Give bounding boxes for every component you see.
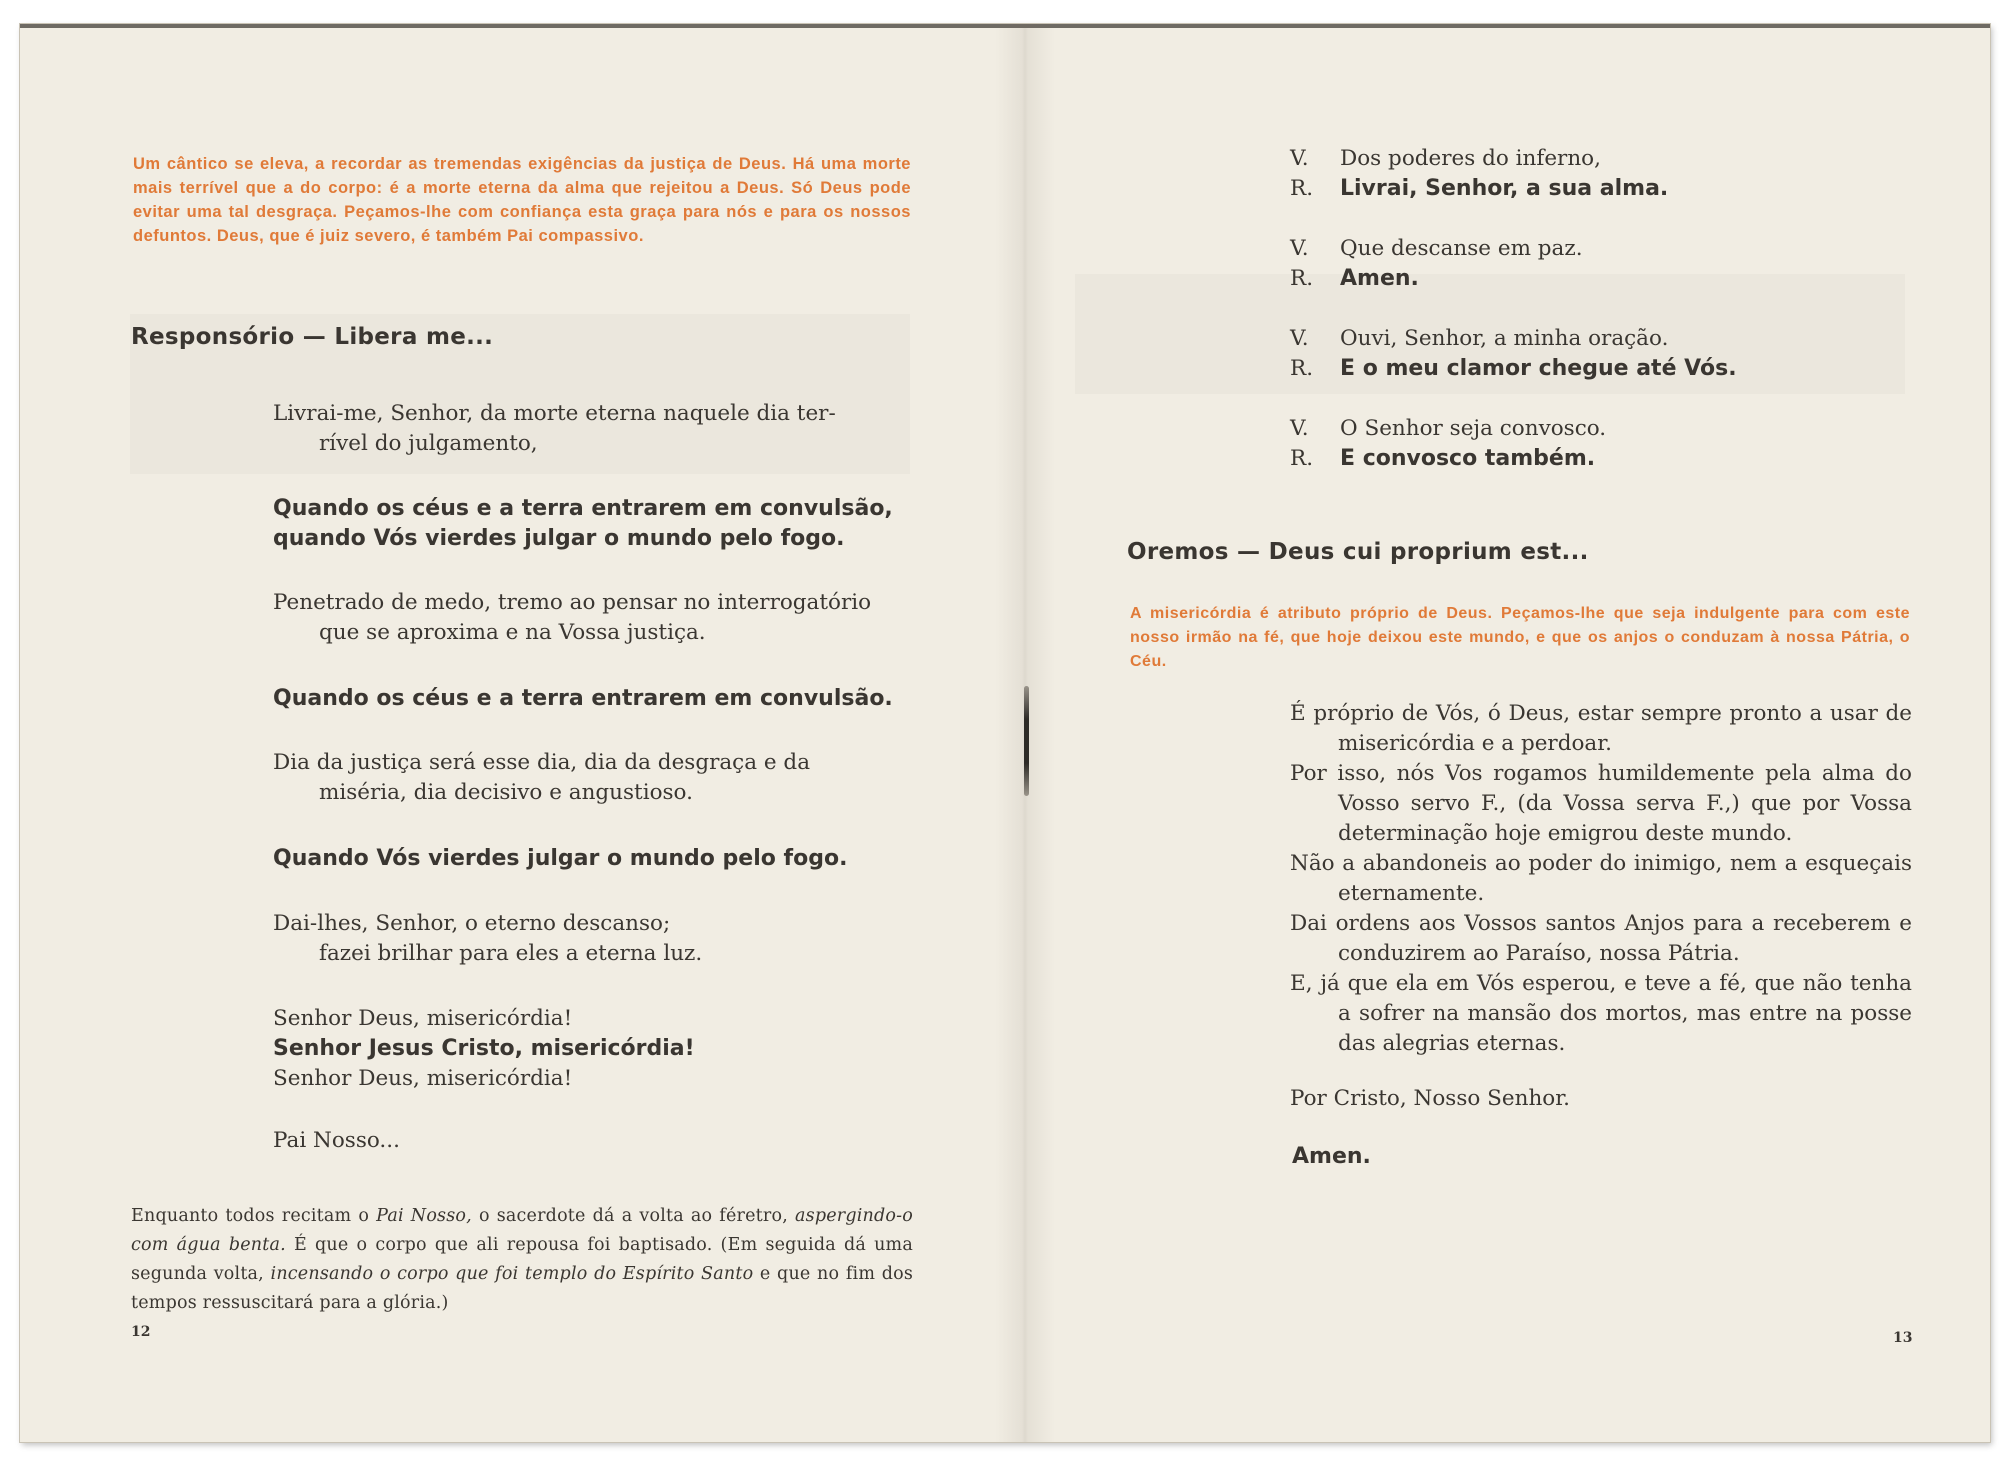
- amen: Amen.: [1292, 1144, 1371, 1169]
- stanza-line: fazei brilhar para eles a eterna luz.: [319, 941, 703, 966]
- stanza-line: Senhor Deus, misericórdia!: [273, 1066, 573, 1091]
- prayer-paragraph: E, já que ela em Vós esperou, e teve a fé, que não tenha a sofrer na mansão dos mortos, mas entre na posse das alegrias eternas.: [1290, 971, 1912, 1056]
- versicle-text: Dos poderes do inferno,: [1340, 146, 1601, 171]
- stanza-line: miséria, dia decisivo e angustioso.: [319, 780, 693, 805]
- prayer-paragraph: Não a abandoneis ao poder do inimigo, nem a esqueçais eternamente.: [1290, 851, 1912, 906]
- response-row: [1290, 354, 1890, 384]
- prayer-paragraph: Dai ordens aos Vossos santos Anjos para a receberem e conduzirem ao Paraíso, nossa Pátria.: [1290, 911, 1912, 966]
- responsory-heading: Responsório — Libera me...: [131, 324, 494, 350]
- open-booklet: [20, 24, 1990, 1442]
- stanza-line: quando Vós vierdes julgar o mundo pelo fogo.: [273, 526, 845, 551]
- response-text: Livrai, Senhor, a sua alma.: [1340, 176, 1669, 201]
- versicle-marker: V.: [1290, 326, 1309, 351]
- stanza-line: Quando os céus e a terra entrarem em convulsão,: [273, 496, 893, 521]
- response-marker: R.: [1290, 266, 1314, 291]
- stanza-3: [273, 588, 923, 648]
- versicles-block: [1290, 144, 1890, 474]
- prayer-block: [1290, 699, 1912, 1059]
- stanza-6: [273, 844, 923, 874]
- closing-formula: Por Cristo, Nosso Senhor.: [1290, 1086, 1570, 1111]
- versicle-row: [1290, 234, 1890, 264]
- stanza-2: [273, 494, 923, 554]
- right-intro-rubric: A misericórdia é atributo próprio de Deus. Peçamos-lhe que seja indulgente para com este nosso irmão na fé, que hoje deixou este mundo, e que os anjos o conduzam à nossa Pátria, o Céu.: [1130, 605, 1910, 670]
- oremos-heading: Oremos — Deus cui proprium est...: [1127, 539, 1589, 565]
- stanza-9: [273, 1126, 400, 1156]
- versicle-text: O Senhor seja convosco.: [1340, 416, 1607, 441]
- versicle-text: Ouvi, Senhor, a minha oração.: [1340, 326, 1669, 351]
- stanza-7: [273, 909, 923, 969]
- versicle-marker: V.: [1290, 236, 1309, 261]
- versicle-row: [1290, 144, 1890, 174]
- response-marker: R.: [1290, 176, 1314, 201]
- left-closing-rubric: [131, 1202, 913, 1318]
- stanza-1: [273, 399, 913, 459]
- prayer-paragraph: É próprio de Vós, ó Deus, estar sempre pronto a usar de misericórdia e a perdoar.: [1290, 701, 1912, 756]
- stanza-8: [273, 1004, 923, 1094]
- response-row: [1290, 444, 1890, 474]
- stanza-4: [273, 684, 923, 714]
- rubric-text: Enquanto todos recitam o: [131, 1206, 377, 1226]
- left-page: [20, 24, 1015, 1442]
- stanza-line: rível do julgamento,: [319, 431, 538, 456]
- versicle-row: [1290, 414, 1890, 444]
- stanza-line: Senhor Jesus Cristo, misericórdia!: [273, 1036, 695, 1061]
- page-number-right: 13: [1893, 1330, 1913, 1346]
- right-page: [1015, 24, 1990, 1442]
- response-marker: R.: [1290, 356, 1314, 381]
- stanza-line: Quando Vós vierdes julgar o mundo pelo fogo.: [273, 846, 848, 871]
- stanza-line: que se aproxima e na Vossa justiça.: [319, 620, 706, 645]
- response-marker: R.: [1290, 446, 1314, 471]
- stanza-line: Senhor Deus, misericórdia!: [273, 1006, 573, 1031]
- left-intro-rubric: Um cântico se eleva, a recordar as tremendas exigências da justiça de Deus. Há uma morte mais terrível que a do corpo: é a morte eterna da alma que rejeitou a Deus. Só Deus pode evitar uma tal desgraça. Peçamos-lhe com confiança esta graça para nós e para os nossos defuntos. Deus, que é juiz severo, é também Pai compassivo.: [133, 155, 911, 245]
- rubric-italic: Pai Nosso,: [376, 1206, 472, 1226]
- response-text: E o meu clamor chegue até Vós.: [1340, 356, 1737, 381]
- response-row: [1290, 174, 1890, 204]
- rubric-italic: incensando o corpo que foi templo do Espírito Santo: [270, 1264, 754, 1284]
- page-number-left: 12: [131, 1324, 151, 1340]
- stanza-line: Quando os céus e a terra entrarem em convulsão.: [273, 686, 893, 711]
- stanza-line: Livrai-me, Senhor, da morte eterna naquele dia ter-: [273, 401, 836, 426]
- response-text: Amen.: [1340, 266, 1419, 291]
- stanza-5: [273, 748, 923, 808]
- stanza-line: Dai-lhes, Senhor, o eterno descanso;: [273, 911, 671, 936]
- versicle-text: Que descanse em paz.: [1340, 236, 1583, 261]
- stanza-line: Pai Nosso...: [273, 1128, 400, 1153]
- rubric-text: É que o corpo que ali repousa foi baptisado. (Em seguida dá uma segunda volta,: [131, 1235, 913, 1284]
- response-row: [1290, 264, 1890, 294]
- rubric-italic: aspergindo-o com água benta.: [131, 1206, 913, 1255]
- rubric-text: o sacerdote dá a volta ao féretro,: [471, 1206, 795, 1226]
- stanza-line: Penetrado de medo, tremo ao pensar no interrogatório: [273, 590, 872, 615]
- prayer-paragraph: Por isso, nós Vos rogamos humildemente pela alma do Vosso servo F., (da Vossa serva F.,) que por Vossa determinação hoje emigrou deste mundo.: [1290, 761, 1912, 846]
- versicle-row: [1290, 324, 1890, 354]
- response-text: E convosco também.: [1340, 446, 1596, 471]
- versicle-marker: V.: [1290, 146, 1309, 171]
- stanza-line: Dia da justiça será esse dia, dia da desgraça e da: [273, 750, 811, 775]
- rubric-text: e que no fim dos tempos ressuscitará para a glória.): [131, 1264, 914, 1313]
- versicle-marker: V.: [1290, 416, 1309, 441]
